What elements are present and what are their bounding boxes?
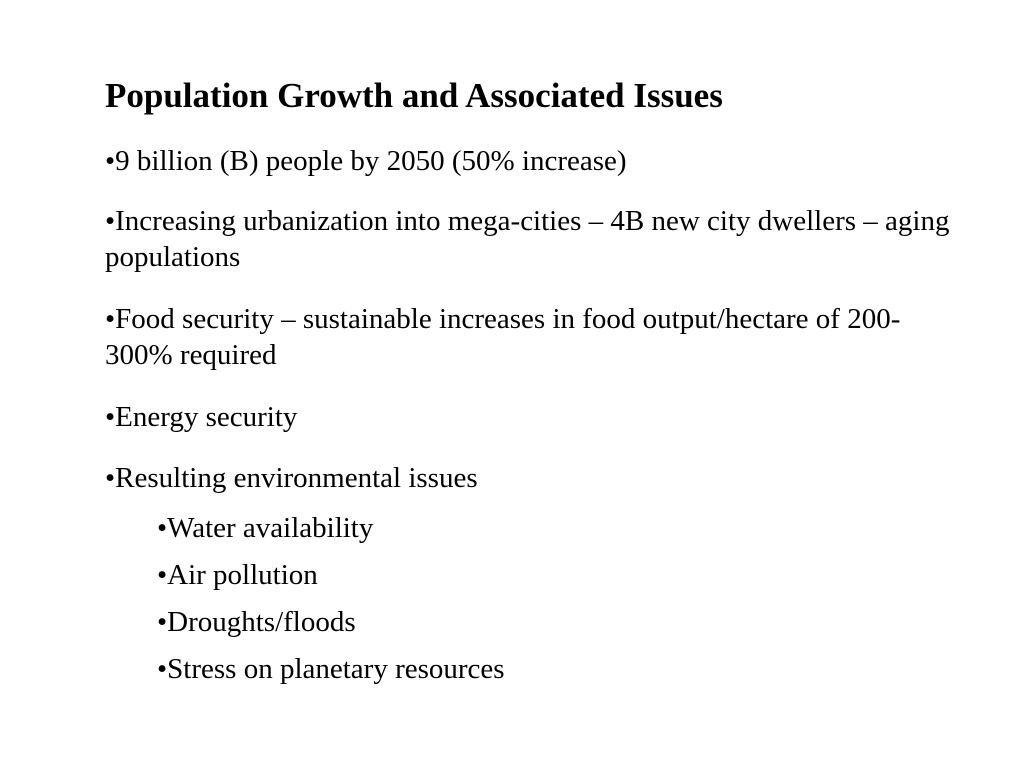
sub-bullet-air: •Air pollution [157, 559, 318, 591]
sub-bullet-droughts: •Droughts/floods [157, 606, 356, 638]
sub-bullet-resources: •Stress on planetary resources [157, 653, 505, 685]
slide-title: Population Growth and Associated Issues [105, 76, 723, 115]
bullet-urbanization: •Increasing urbanization into mega-cities – 4B new city dwellers – aging populations [105, 205, 950, 273]
bullet-population: •9 billion (B) people by 2050 (50% increase) [105, 145, 627, 177]
bullet-energy-security: •Energy security [105, 401, 298, 433]
sub-bullet-water: •Water availability [157, 512, 374, 544]
bullet-food-security: •Food security – sustainable increases in food output/hectare of 200-300% required [105, 303, 901, 371]
bullet-environmental-issues: •Resulting environmental issues [105, 462, 478, 494]
